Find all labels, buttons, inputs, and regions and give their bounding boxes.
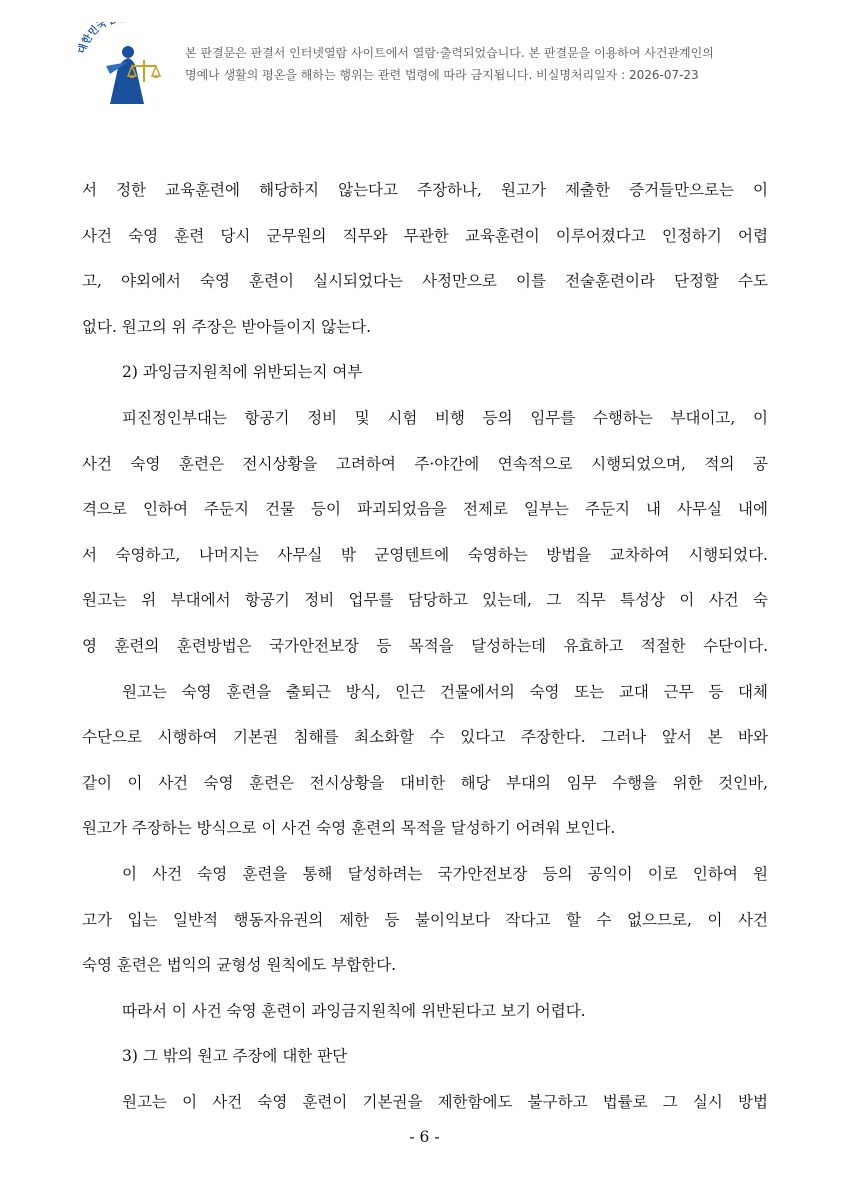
document-header [70, 22, 830, 112]
logo-text: 대한민국 [76, 22, 110, 56]
body-line: 같이 이 사건 숙영 훈련은 전시상황을 대비한 해당 부대의 임무 수행을 위한 것인바, [82, 773, 768, 792]
notice-line-2: 명예나 생활의 평온을 해하는 행위는 관련 법령에 따라 금지됩니다. 비실명처리일자 : 2026-07-23 [185, 68, 699, 82]
body-line: 서 숙영하고, 나머지는 사무실 밖 군영텐트에 숙영하는 방법을 교차하여 시행되었다. [82, 545, 768, 564]
usage-notice [185, 42, 835, 86]
court-emblem-icon [70, 22, 180, 107]
body-line: 원고가 주장하는 방식으로 이 사건 숙영 훈련의 목적을 달성하기 어려워 보인다. [82, 819, 616, 838]
page-number: - 6 - [409, 1128, 440, 1146]
section-heading: 3) 그 밖의 원고 주장에 대한 판단 [122, 1047, 348, 1066]
section-heading: 2) 과잉금지원칙에 위반되는지 여부 [122, 363, 363, 382]
body-line: 고, 야외에서 숙영 훈련이 실시되었다는 사정만으로 이를 전술훈련이라 단정할 수도 [82, 272, 768, 291]
body-line: 수단으로 시행하여 기본권 침해를 최소화할 수 있다고 주장한다. 그러나 앞서 본 바와 [82, 728, 768, 747]
body-line: 원고는 이 사건 숙영 훈련이 기본권을 제한함에도 불구하고 법률로 그 실시 방법 [122, 1092, 768, 1111]
body-line: 사건 숙영 훈련은 전시상황을 고려하여 주·야간에 연속적으로 시행되었으며, 적의 공 [82, 454, 768, 473]
body-line: 이 사건 숙영 훈련을 통해 달성하려는 국가안전보장 등의 공익이 이로 인하여 원 [122, 864, 768, 883]
court-logo [70, 22, 180, 107]
body-line: 원고는 숙영 훈련을 출퇴근 방식, 인근 건물에서의 숙영 또는 교대 근무 등 대체 [122, 682, 768, 701]
body-line: 영 훈련의 훈련방법은 국가안전보장 등 목적을 달성하는데 유효하고 적절한 수단이다. [82, 636, 768, 655]
body-line: 고가 입는 일반적 행동자유권의 제한 등 불이익보다 작다고 할 수 없으므로, 이 사건 [82, 910, 768, 929]
body-line: 따라서 이 사건 숙영 훈련이 과잉금지원칙에 위반된다고 보기 어렵다. [122, 1001, 586, 1020]
svg-text:대한민국법원 [75, 22, 127, 55]
judgment-body [82, 168, 768, 1125]
body-line: 숙영 훈련은 법익의 균형성 원칙에도 부합한다. [82, 956, 397, 975]
body-line: 서 정한 교육훈련에 해당하지 않는다고 주장하나, 원고가 제출한 증거들만으로는 이 [82, 181, 768, 199]
body-line: 피진정인부대는 항공기 정비 및 시험 비행 등의 임무를 수행하는 부대이고, 이 [122, 408, 768, 427]
body-line: 없다. 원고의 위 주장은 받아들이지 않는다. [82, 317, 372, 336]
body-line: 사건 숙영 훈련 당시 군무원의 직무와 무관한 교육훈련이 이루어졌다고 인정하기 어렵 [82, 226, 768, 245]
body-line: 격으로 인하여 주둔지 건물 등이 파괴되었음을 전제로 일부는 주둔지 내 사무실 내에 [82, 500, 769, 519]
body-line: 원고는 위 부대에서 항공기 정비 업무를 담당하고 있는데, 그 직무 특성상 이 사건 숙 [82, 591, 768, 610]
notice-line-1: 본 판결문은 판결서 인터넷열람 사이트에서 열람·출력되었습니다. 본 판결문을 이용하여 사건관계인의 [185, 46, 714, 60]
